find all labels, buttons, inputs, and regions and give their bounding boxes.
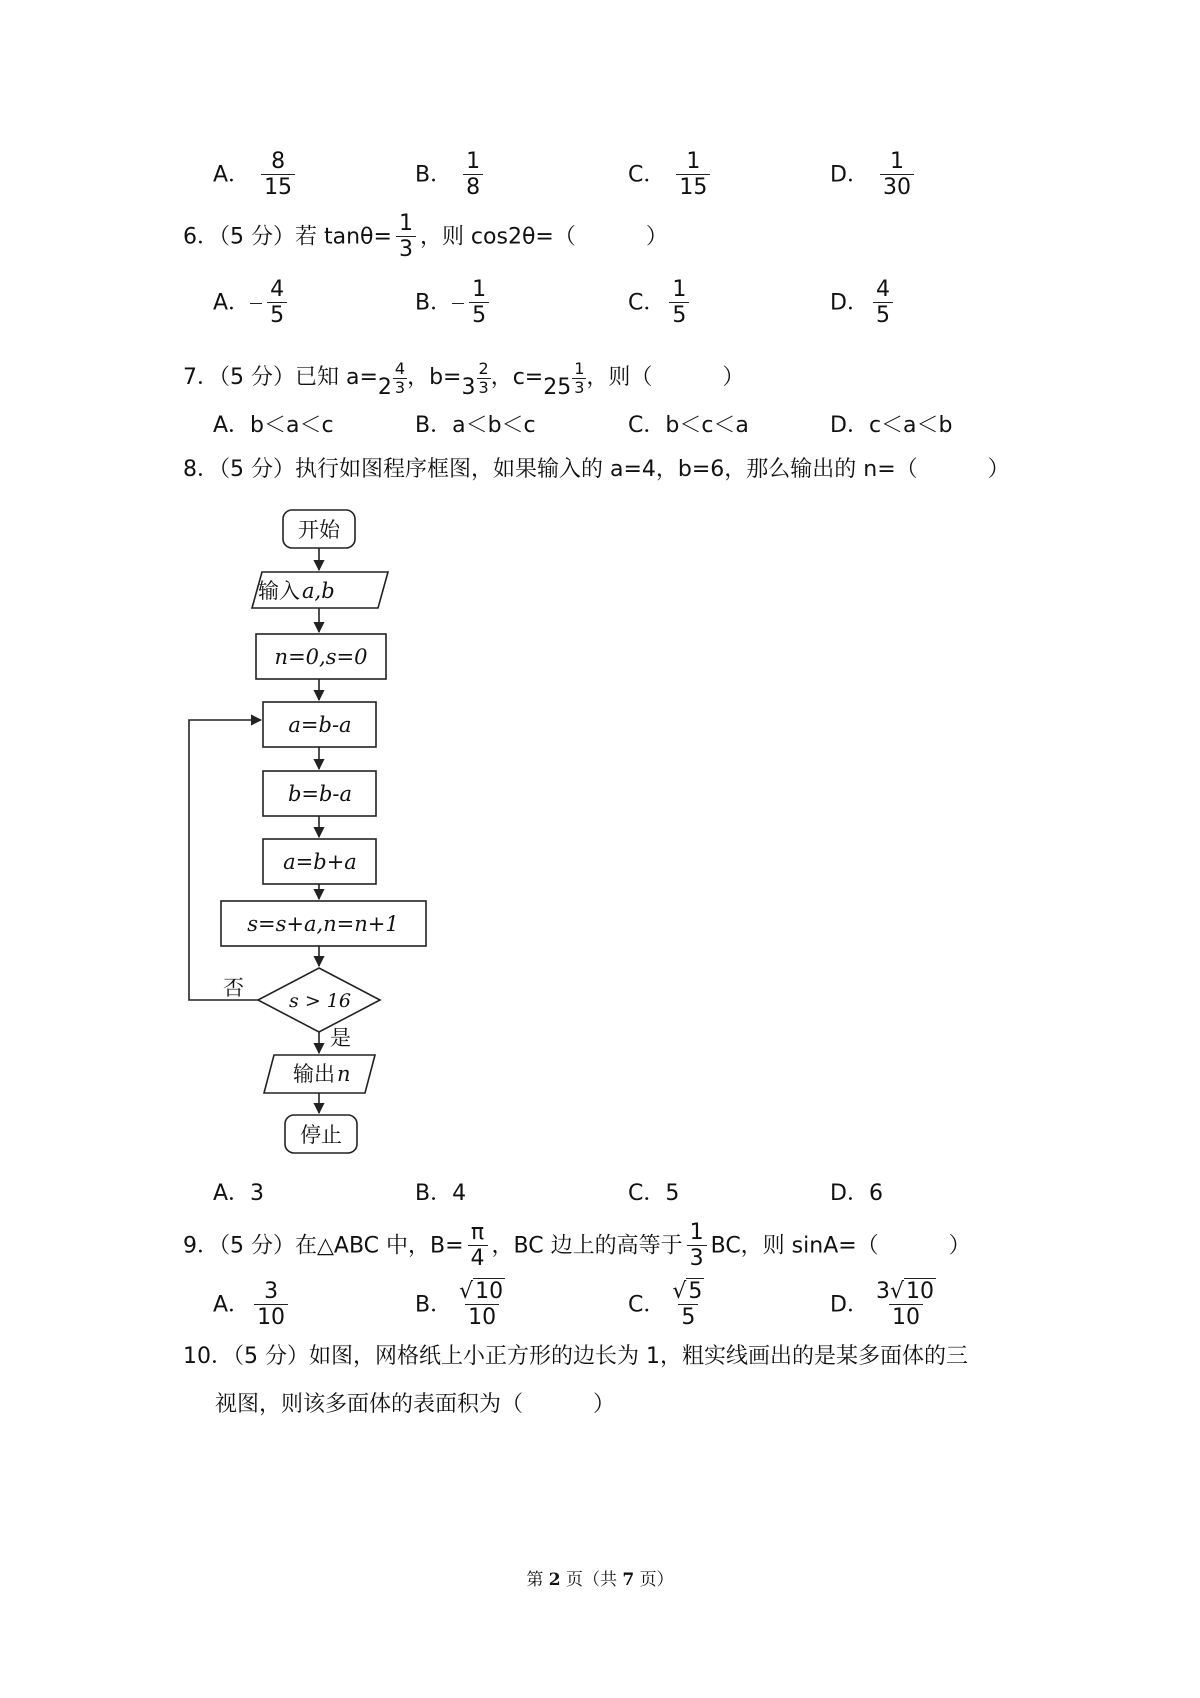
flow-start-label: 开始 [298,518,340,542]
numerator: 1 [689,1220,704,1245]
denominator: 5 [267,302,287,329]
q7-option-d[interactable]: D．c＜a＜b [830,413,953,438]
numerator: 4 [270,277,285,302]
numerator: 1 [574,359,585,378]
option-letter: B． [415,162,453,188]
flow-step3-label: a=b+a [283,850,357,874]
q7-option-a[interactable]: A．b＜a＜c [213,413,334,438]
flow-step4-label: s=s+a,n=n+1 [247,912,399,936]
denominator: 5 [469,302,489,329]
base: 25 [543,375,572,400]
separator: ，b= [407,365,462,390]
numerator: 8 [271,149,286,174]
q6-suffix: ，则 cos2θ=（ [419,224,576,250]
option-letter: B． [415,290,453,316]
flow-input-vars: a,b [302,579,335,603]
q7-option-b[interactable]: B．a＜b＜c [415,413,536,438]
option-letter: B． [415,1292,453,1318]
fraction [873,1280,939,1331]
denominator: 30 [880,174,914,201]
flow-step1-label: a=b-a [288,713,352,737]
q9-middle: ，BC 边上的高等于 [491,1233,683,1259]
numerator: 1 [398,211,413,236]
numerator: 1 [672,277,687,302]
q9-option-d[interactable] [830,1280,943,1331]
footer-post: 页） [634,1570,674,1590]
q9-option-b[interactable] [415,1280,512,1331]
question-10-line1: 10．（5 分）如图，网格纸上小正方形的边长为 1，粗实线画出的是某多面体的三 [183,1344,968,1369]
numerator: 1 [472,277,487,302]
denominator: 4 [468,1245,488,1272]
q9-option-a[interactable] [213,1280,292,1331]
numerator [873,1280,939,1304]
footer-mid: 页（共 [560,1570,623,1590]
flow-yes-label: 是 [330,1026,351,1050]
denominator: 8 [463,174,483,201]
option-letter: D． [830,290,869,316]
q8-option-a[interactable]: A．3 [213,1181,265,1206]
base: 2 [377,375,392,400]
close-paren: ） [593,1392,616,1417]
option-letter: C． [628,1292,666,1318]
numerator: 4 [394,359,406,378]
denominator: 10 [465,1304,499,1331]
flow-step2-label: b=b-a [287,782,353,806]
question-10-line2 [215,1388,615,1422]
numerator [456,1280,508,1304]
sqrt: √5 [672,1279,703,1304]
q6-prefix: 6．（5 分）若 tanθ= [183,224,392,250]
footer-pre: 第 [526,1570,549,1590]
flow-loop-arrow [189,720,261,1000]
q9-prefix: 9．（5 分）在△ABC 中，B= [183,1233,464,1259]
denominator: 3 [478,378,489,397]
numerator [669,1280,707,1304]
radicand: 10 [475,1279,504,1304]
flow-no-label: 否 [223,976,244,1000]
denominator: 3 [396,236,416,263]
close-paren: ） [987,457,1010,482]
q7-prefix: 7．（5 分）已知 a= [183,365,378,390]
option-letter: A． [213,162,251,188]
close-paren: ） [645,224,668,250]
page-number: 2 [548,1570,561,1590]
close-paren: ） [722,365,745,390]
q7-option-c[interactable]: C．b＜c＜a [628,413,749,438]
numerator: π [470,1220,485,1245]
sqrt: √10 [459,1279,504,1304]
option-letter: D． [830,1292,869,1318]
flow-output-prefix: 输出 [293,1062,335,1086]
denominator: 5 [669,302,689,329]
q10-line2-text: 视图，则该多面体的表面积为（ [215,1392,524,1417]
q8-option-b[interactable]: B．4 [415,1181,467,1206]
fraction [254,1280,288,1331]
denominator: 15 [676,174,710,201]
flow-input-prefix: 输入 [258,579,300,603]
separator: ，c= [490,365,544,390]
radicand: 10 [905,1279,934,1304]
q8-option-d[interactable]: D．6 [830,1181,883,1206]
q9-option-c[interactable] [628,1280,711,1331]
denominator: 5 [678,1304,698,1331]
q9-suffix: BC，则 sinA=（ [710,1233,879,1259]
close-paren: ） [948,1233,971,1259]
numerator: 4 [875,277,890,302]
numerator: 1 [686,149,701,174]
flow-init-label: n=0,s=0 [274,645,368,669]
coefficient: 3 [875,1279,890,1304]
sqrt: √10 [889,1279,934,1304]
flow-output-var: n [337,1062,351,1086]
denominator: 15 [261,174,295,201]
fraction [456,1280,508,1331]
base: 3 [461,375,476,400]
numerator: 1 [466,149,481,174]
denominator: 3 [394,378,406,397]
flow-stop-label: 停止 [300,1123,342,1147]
option-letter: A． [213,290,251,316]
q8-text: 8．（5 分）执行如图程序框图，如果输入的 a=4，b=6，那么输出的 n=（ [183,457,918,482]
denominator: 5 [873,302,893,329]
denominator: 3 [574,378,585,397]
option-letter: C． [628,162,666,188]
page-footer [0,1565,1200,1590]
numerator: 3 [264,1279,279,1304]
numerator: 1 [889,149,904,174]
q8-option-c[interactable]: C．5 [628,1181,680,1206]
option-letter: C． [628,290,666,316]
option-letter: D． [830,162,869,188]
fraction [468,1221,488,1272]
question-9-stem [183,1221,971,1272]
q7-suffix: ，则（ [586,365,653,390]
numerator: 2 [478,359,489,378]
option-letter: A． [213,1292,251,1318]
denominator: 3 [687,1245,707,1272]
fraction [669,1280,707,1331]
denominator: 10 [889,1304,923,1331]
fraction [687,1221,707,1272]
radicand: 5 [688,1279,703,1304]
flow-condition-label: s > 16 [289,990,351,1012]
denominator: 10 [254,1304,288,1331]
total-pages: 7 [622,1570,635,1590]
